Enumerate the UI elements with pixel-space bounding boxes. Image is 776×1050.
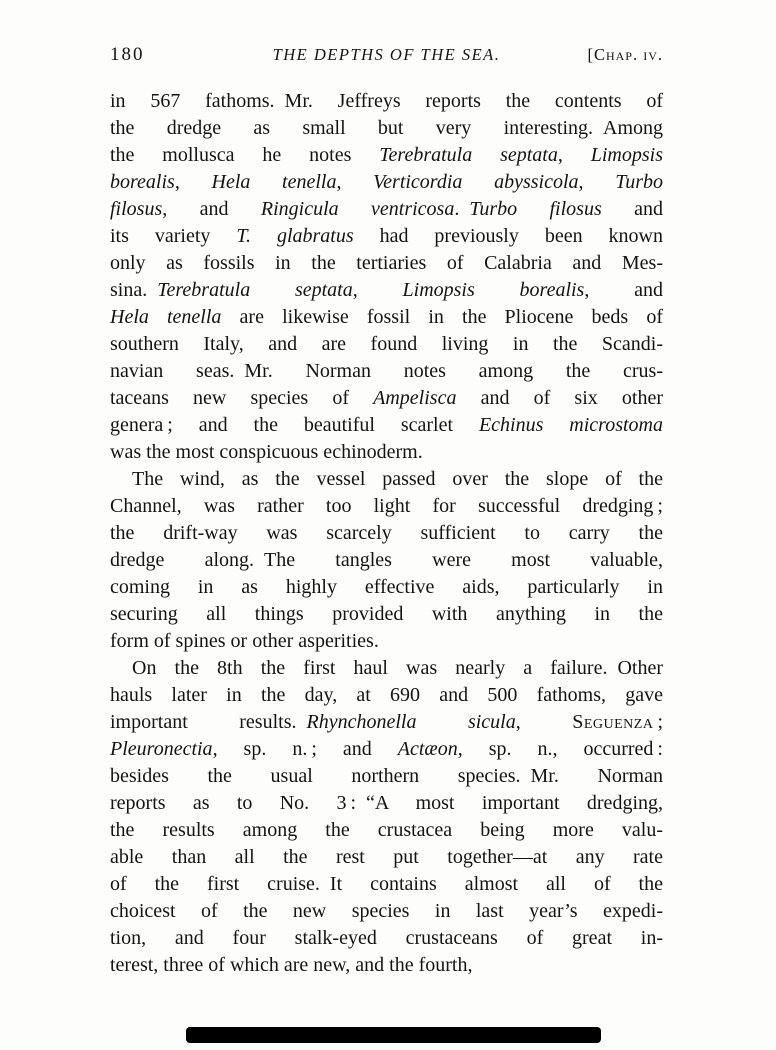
text-line: besides the usual northern species. Mr. Norman bbox=[110, 765, 663, 787]
text-line: the dredge as small but very interesting. Among bbox=[110, 117, 663, 139]
text-line: the results among the crustacea being more valu- bbox=[110, 819, 663, 841]
text-line: was the most conspicuous echinoderm. bbox=[110, 441, 423, 463]
text-line: choicest of the new species in last year’s expedi- bbox=[110, 900, 663, 922]
page-text bbox=[110, 88, 663, 979]
text-line: in 567 fathoms. Mr. Jeffreys reports the contents of bbox=[110, 90, 663, 112]
chapter-marker: [Chap. iv. bbox=[587, 45, 663, 64]
text-line: able than all the rest put together—at any rate bbox=[110, 846, 663, 868]
scan-artifact-bar bbox=[186, 1027, 601, 1043]
running-title: THE DEPTHS OF THE SEA. bbox=[272, 45, 501, 64]
text-line: only as fossils in the tertiaries of Calabria and Mes- bbox=[110, 252, 663, 274]
text-line: important results. Rhynchonella sicula, Seguenza ; bbox=[110, 711, 664, 733]
text-line: southern Italy, and are found living in the Scandi- bbox=[110, 333, 663, 355]
text-line: borealis, Hela tenella, Verticordia abyssicola, Turbo bbox=[110, 171, 663, 193]
text-line: On the 8th the first haul was nearly a failure. Other bbox=[132, 657, 663, 679]
page-content bbox=[110, 44, 663, 979]
page-number: 180 bbox=[110, 44, 145, 65]
text-line: the mollusca he notes Terebratula septata, Limopsis bbox=[110, 144, 663, 166]
text-line: genera ; and the beautiful scarlet Echinus microstoma bbox=[110, 414, 663, 436]
text-line: form of spines or other asperities. bbox=[110, 630, 379, 652]
text-line: Channel, was rather too light for successful dredging ; bbox=[110, 495, 663, 517]
text-line: navian seas. Mr. Norman notes among the crus- bbox=[110, 360, 663, 382]
text-line: securing all things provided with anything in the bbox=[110, 603, 663, 625]
text-line: coming in as highly effective aids, particularly in bbox=[110, 576, 663, 598]
text-line: the drift-way was scarcely sufficient to carry the bbox=[110, 522, 663, 544]
text-line: sina. Terebratula septata, Limopsis borealis, and bbox=[110, 279, 663, 301]
text-line: The wind, as the vessel passed over the slope of the bbox=[132, 468, 663, 490]
text-line: hauls later in the day, at 690 and 500 fathoms, gave bbox=[110, 684, 663, 706]
text-line: tion, and four stalk-eyed crustaceans of great in- bbox=[110, 927, 663, 949]
text-line: its variety T. glabratus had previously been known bbox=[110, 225, 663, 247]
text-line: reports as to No. 3 : “A most important dredging, bbox=[110, 792, 663, 814]
text-line: taceans new species of Ampelisca and of six other bbox=[110, 387, 663, 409]
text-line: Hela tenella are likewise fossil in the Pliocene beds of bbox=[110, 306, 663, 328]
text-line: dredge along. The tangles were most valuable, bbox=[110, 549, 663, 571]
text-line: of the first cruise. It contains almost all of the bbox=[110, 873, 663, 895]
text-line: filosus, and Ringicula ventricosa. Turbo filosus and bbox=[110, 198, 663, 220]
text-line: Pleuronectia, sp. n. ; and Actæon, sp. n., occurred : bbox=[110, 738, 663, 760]
text-line: terest, three of which are new, and the fourth, bbox=[110, 954, 473, 976]
running-head bbox=[110, 44, 663, 68]
